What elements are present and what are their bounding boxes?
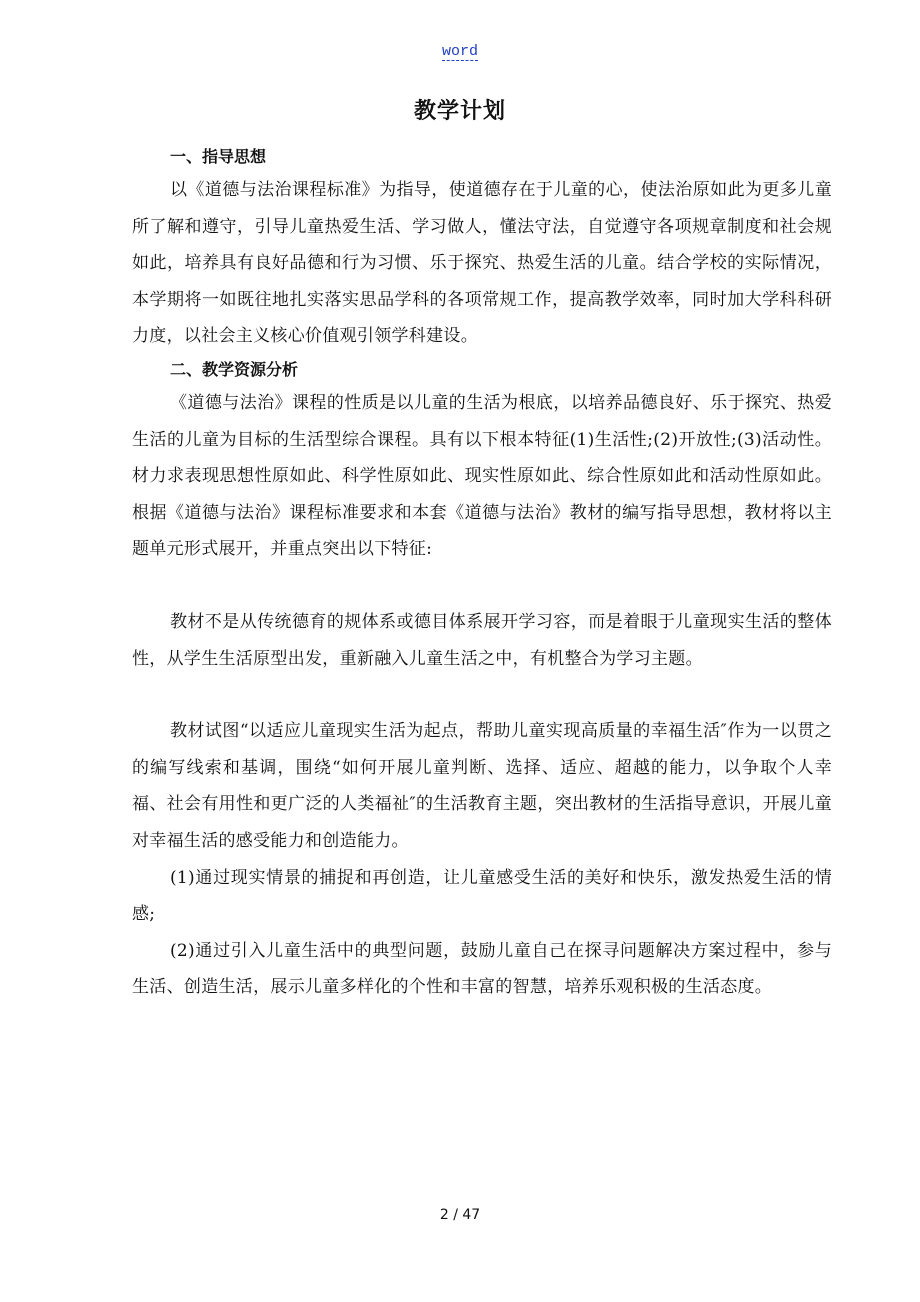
paragraph: (2)通过引入儿童生活中的典型问题，鼓励儿童自己在探寻问题解决方案过程中，参与生活、创造生活，展示儿童多样化的个性和丰富的智慧，培养乐观积极的生活态度。 [132,940,832,998]
page-number-total: 47 [462,1207,481,1223]
page-number-current: 2 [439,1207,449,1223]
header-word-link[interactable] [0,42,920,62]
paragraph: (1)通过现实情景的捕捉和再创造，让儿童感受生活的美好和快乐，激发热爱生活的情感; [132,867,832,925]
section-heading-resource-analysis: 二、教学资源分析 [170,359,299,379]
header-word-link-text[interactable]: word [441,43,478,60]
blank-line [132,677,832,713]
document-body [132,142,832,1006]
section-heading-guiding-ideology: 一、指导思想 [170,147,267,166]
page-number-separator: / [453,1207,458,1223]
paragraph: 《道德与法治》课程的性质是以儿童的生活为根底，以培养品德良好、乐于探究、热爱生活的儿童为目标的生活型综合课程。具有以下根本特征(1)生活性;(2)开放性;(3)活动性。材力求表现思想性原如此、科学性原如此、现实性原如此、综合性原如此和活动性原如此。根据《道德与法治》课程标准要求和本套《道德与法治》教材的编写指导思想，教材将以主题单元形式展开，并重点突出以下特征: [132,392,832,560]
page-footer [0,1205,920,1225]
paragraph: 教材试图“以适应儿童现实生活为起点，帮助儿童实现高质量的幸福生活″作为一以贯之的编写线索和基调，围绕“如何开展儿童判断、选择、适应、超越的能力，以争取个人幸福、社会有用性和更广泛的人类福祉″的生活教育主题，突出教材的生活指导意识，开展儿童对幸福生活的感受能力和创造能力。 [132,721,832,851]
blank-line [132,568,832,604]
paragraph: 以《道德与法治课程标准》为指导，使道德存在于儿童的心，使法治原如此为更多儿童所了解和遵守，引导儿童热爱生活、学习做人，懂法守法，自觉遵守各项规章制度和社会规如此，培养具有良好品德和行为习惯、乐于探究、热爱生活的儿童。结合学校的实际情况，本学期将一如既往地扎实落实思品学科的各项常规工作，提高教学效率，同时加大学科科研力度，以社会主义核心价值观引领学科建设。 [132,180,832,347]
paragraph: 教材不是从传统德育的规体系或德目体系展开学习容，而是着眼于儿童现实生活的整体性，从学生生活原型出发，重新融入儿童生活之中，有机整合为学习主题。 [132,611,832,669]
document-title: 教学计划 [413,99,506,124]
